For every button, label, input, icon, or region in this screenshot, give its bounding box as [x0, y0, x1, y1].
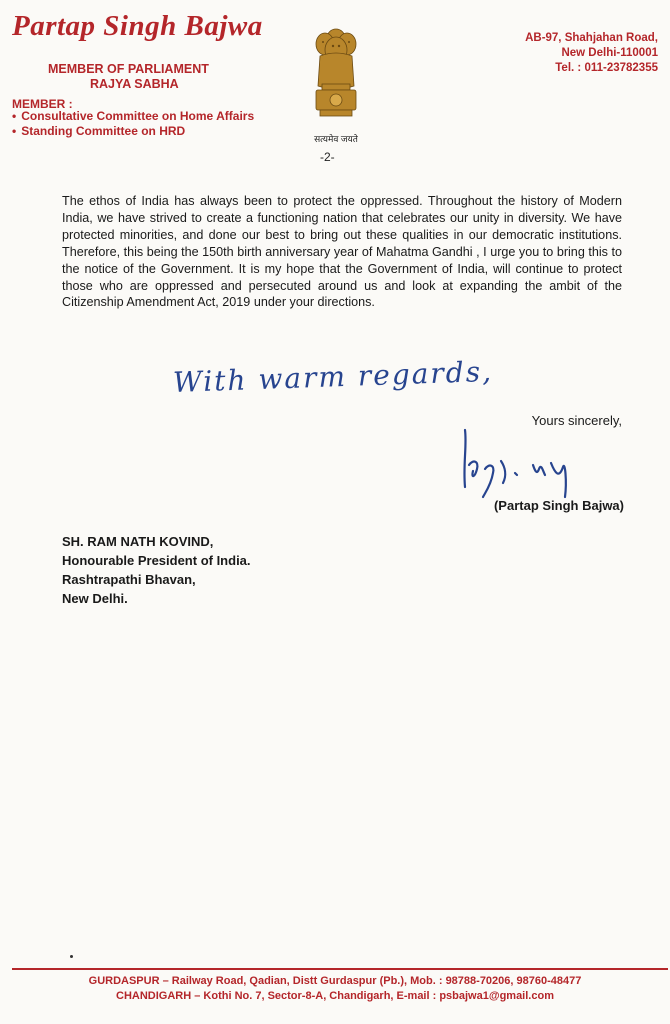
committee-item: • Standing Committee on HRD — [12, 124, 254, 139]
committee-item: • Consultative Committee on Home Affairs — [12, 109, 254, 124]
recipient-city: New Delhi. — [62, 591, 128, 606]
phone-line: Tel. : 011-23782355 — [555, 62, 658, 74]
office-address — [525, 31, 658, 76]
address-line: AB-97, Shahjahan Road, — [525, 32, 658, 44]
address-line: New Delhi-110001 — [561, 47, 658, 59]
member-of-parliament-title: MEMBER OF PARLIAMENT — [48, 62, 209, 76]
closing-salutation: Yours sincerely, — [531, 413, 622, 428]
recipient-name: SH. RAM NATH KOVIND, — [62, 534, 214, 549]
committee-list — [12, 109, 254, 139]
letterhead-name: Partap Singh Bajwa — [12, 10, 263, 42]
signatory-name: (Partap Singh Bajwa) — [493, 498, 624, 513]
letter-body: The ethos of India has always been to protect the oppressed. Throughout the history of Modern India, we have strived to create a functioning nation that celebrates our unity in diversity. We have protected minorities, and done our best to bring out these qualities in our democratic institutions. Therefore, this being the 150th birth anniversary year of Mahatma Gandhi , I urge you to bring this to the notice of the Government. It is my hope that the Government of India, will continue to protect those who are oppressed and persecuted around us and look at expanding the ambit of the Citizenship Amendment Act, 2019 under your directions. — [62, 194, 622, 310]
emblem-motto: सत्यमेव जयते — [314, 134, 358, 144]
recipient-address — [62, 532, 251, 608]
recipient-title: Honourable President of India. — [62, 553, 251, 568]
footer-gurdaspur-address: GURDASPUR – Railway Road, Qadian, Distt Gurdaspur (Pb.), Mob. : 98788-70206, 98760-48477 — [88, 975, 582, 987]
lion-capital-emblem-icon — [306, 20, 366, 148]
house-title: RAJYA SABHA — [90, 77, 179, 91]
signature-icon — [455, 425, 625, 505]
member-label: MEMBER : — [12, 97, 73, 111]
footer-divider — [12, 968, 668, 970]
stray-mark — [70, 955, 73, 958]
recipient-address-line: Rashtrapathi Bhavan, — [62, 572, 196, 587]
page-number: -2- — [320, 150, 335, 164]
handwritten-regards: With warm regards, — [172, 354, 494, 399]
footer-chandigarh-address: CHANDIGARH – Kothi No. 7, Sector-8-A, Chandigarh, E-mail : psbajwa1@gmail.com — [116, 990, 554, 1002]
